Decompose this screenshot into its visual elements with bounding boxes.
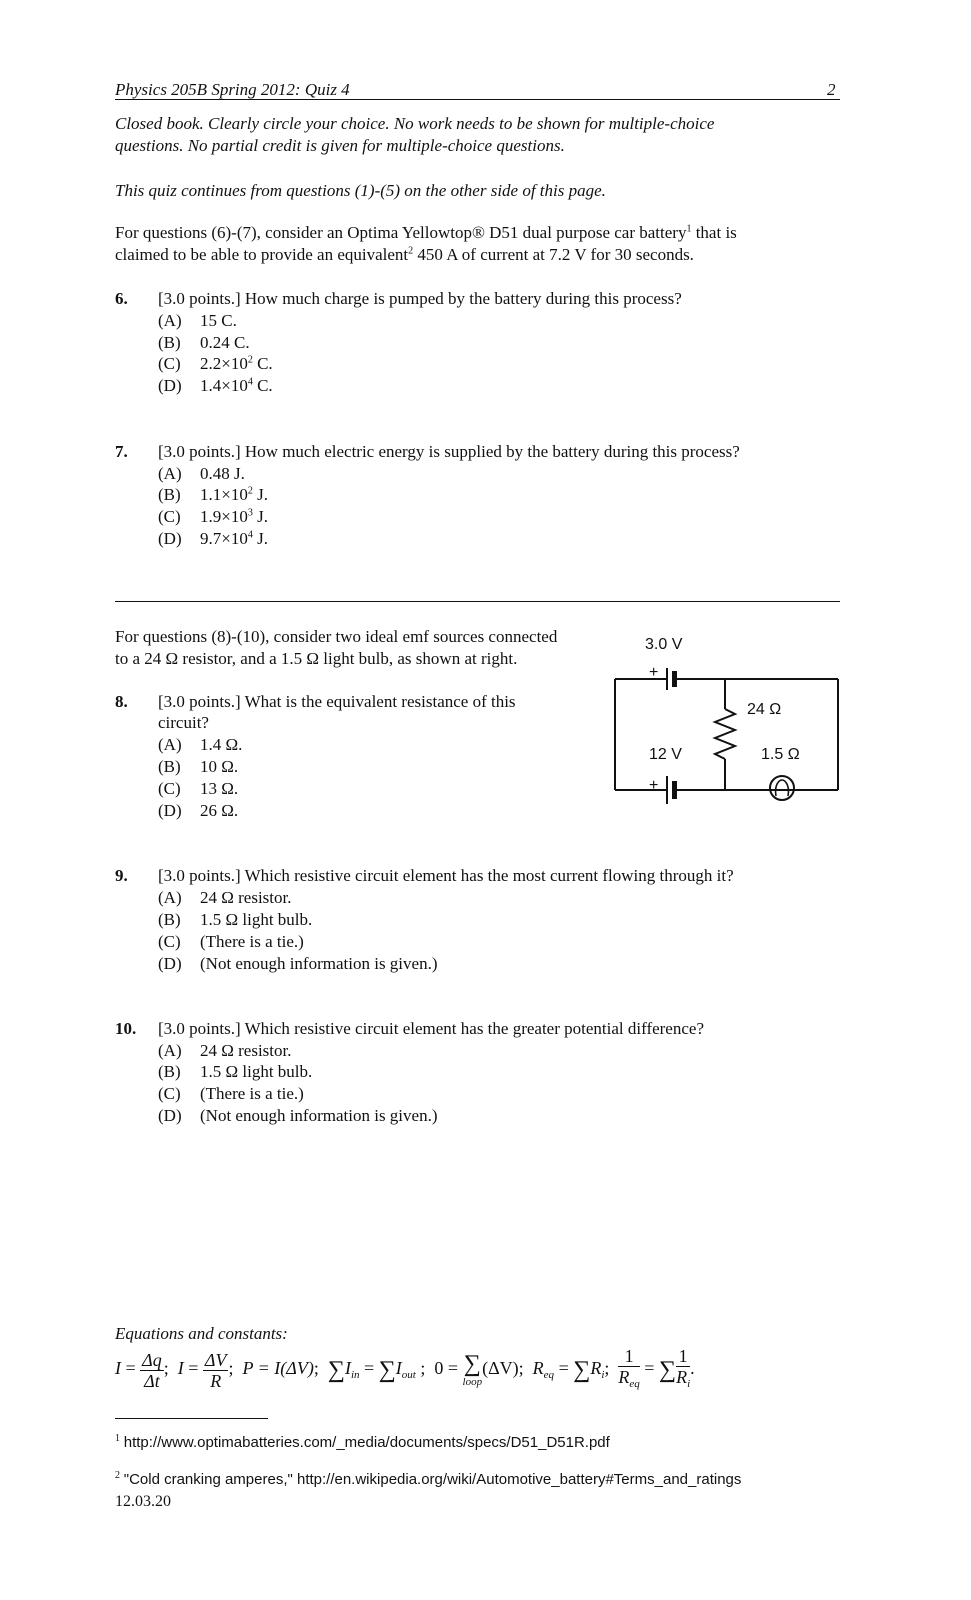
q10-option-a[interactable]: (A) 24 Ω resistor. — [158, 1041, 292, 1060]
eq-parallel-right: $\frac{1}{R_i}$ — [676, 1346, 691, 1390]
q6-text: [3.0 points.] How much charge is pumped by the battery during this process? — [158, 289, 682, 308]
instructions-line-1: Closed book. Clearly circle your choice. No work needs to be shown for multiple-choice — [115, 114, 715, 133]
q9-option-a[interactable]: (A) 24 Ω resistor. — [158, 888, 292, 907]
footnote-1-link[interactable]: http://www.optimabatteries.com/_media/documents/specs/D51_D51R.pdf — [123, 1434, 610, 1451]
intro-8-10-line-1: For questions (8)-(10), consider two ideal emf sources connected — [115, 627, 558, 646]
q7-number: 7. — [115, 442, 128, 461]
intro-6-7-line-2: claimed to be able to provide an equivalent$^2$ 450 A of current at 7.2 V for 30 seconds. — [115, 245, 694, 264]
footnote-ref-2: 2 — [408, 245, 414, 257]
resistor-label: 24 Ω — [747, 701, 782, 718]
q9-option-d[interactable]: (D) (Not enough information is given.) — [158, 954, 438, 973]
q6-option-b[interactable]: (B) 0.24 C. — [158, 333, 250, 352]
section-divider — [115, 601, 840, 602]
document-date: 12.03.20 — [115, 1493, 171, 1510]
circuit-diagram — [605, 625, 845, 815]
equations-row: I = $\frac{\Delta q}{\Delta t}$ ; I = $\frac{\Delta V}{R}$ ; P = I(ΔV); $\sum I_{in} = \sum I_{out}$ ; 0 = ∑ loop (ΔV); $R_{eq} = \sum R_i$; $\frac{1}{R_{eq}}$ = ∑ $\frac{1}{R_i}$ . — [115, 1346, 695, 1394]
q9-text: [3.0 points.] Which resistive circuit element has the most current flowing through it? — [158, 866, 734, 885]
q8-option-a[interactable]: (A) 1.4 Ω. — [158, 735, 243, 754]
q7-option-c[interactable]: (C) $1.9\times 10^3$ J. — [158, 507, 268, 526]
footnote-1: $^1$ http://www.optimabatteries.com/_media/documents/specs/D51_D51R.pdf — [115, 1433, 610, 1451]
footnote-rule — [115, 1418, 268, 1419]
battery-bottom-symbol — [667, 776, 677, 804]
eq-ohms-law: $\frac{\Delta V}{R}$ — [204, 1349, 227, 1391]
page-header-title: Physics 205B Spring 2012: Quiz 4 — [115, 80, 350, 99]
eq-current-rate: $\frac{\Delta q}{\Delta t}$ — [142, 1349, 162, 1391]
q9-option-b[interactable]: (B) 1.5 Ω light bulb. — [158, 910, 313, 929]
q8-number: 8. — [115, 692, 128, 711]
q8-text-line-1: [3.0 points.] What is the equivalent resistance of this — [158, 692, 516, 711]
q10-option-d[interactable]: (D) (Not enough information is given.) — [158, 1106, 438, 1125]
q10-text: [3.0 points.] Which resistive circuit element has the greater potential difference? — [158, 1019, 704, 1038]
footnote-2: $^2$ "Cold cranking amperes," http://en.wikipedia.org/wiki/Automotive_battery#Terms_and_ratings — [115, 1470, 742, 1488]
q7-option-a[interactable]: (A) 0.48 J. — [158, 464, 245, 483]
header-rule — [115, 99, 840, 100]
intro-8-10-line-2: to a 24 Ω resistor, and a 1.5 Ω light bulb, as shown at right. — [115, 649, 518, 668]
source-bottom-label: 12 V — [649, 746, 682, 763]
q6-option-c[interactable]: (C) $2.2\times 10^2$ C. — [158, 354, 273, 373]
source-bottom-plus: + — [649, 777, 659, 794]
q6-option-a[interactable]: (A) 15 C. — [158, 311, 237, 330]
q10-option-c[interactable]: (C) (There is a tie.) — [158, 1084, 304, 1103]
intro-6-7-line-1: For questions (6)-(7), consider an Optima Yellowtop® D51 dual purpose car battery$^1$ that is — [115, 223, 737, 242]
bulb-label: 1.5 Ω — [761, 746, 800, 763]
q8-option-b[interactable]: (B) 10 Ω. — [158, 757, 239, 776]
q7-option-b[interactable]: (B) $1.1\times 10^2$ J. — [158, 485, 268, 504]
q9-number: 9. — [115, 866, 128, 885]
q7-option-d[interactable]: (D) $9.7\times 10^4$ J. — [158, 529, 268, 548]
source-top-plus: + — [649, 664, 659, 681]
footnote-ref-1: 1 — [686, 223, 692, 235]
instructions-line-3: This quiz continues from questions (1)-(5) on the other side of this page. — [115, 181, 606, 200]
q9-option-c[interactable]: (C) (There is a tie.) — [158, 932, 304, 951]
q7-text: [3.0 points.] How much electric energy is supplied by the battery during this process? — [158, 442, 740, 461]
q10-number: 10. — [115, 1019, 137, 1038]
instructions-line-2: questions. No partial credit is given for multiple-choice questions. — [115, 136, 565, 155]
battery-top-symbol — [667, 668, 677, 690]
q8-option-d[interactable]: (D) 26 Ω. — [158, 801, 239, 820]
q8-option-c[interactable]: (C) 13 Ω. — [158, 779, 239, 798]
q10-option-b[interactable]: (B) 1.5 Ω light bulb. — [158, 1062, 313, 1081]
q8-text-line-2: circuit? — [158, 713, 209, 732]
q6-number: 6. — [115, 289, 128, 308]
equations-heading: Equations and constants: — [115, 1324, 288, 1343]
source-top-label: 3.0 V — [645, 636, 683, 653]
q6-option-d[interactable]: (D) $1.4\times 10^4$ C. — [158, 376, 273, 395]
footnote-2-text[interactable]: "Cold cranking amperes," http://en.wikipedia.org/wiki/Automotive_battery#Terms_and_ratings — [123, 1471, 742, 1488]
bulb-filament-icon — [776, 780, 789, 796]
eq-parallel-left: $\frac{1}{R_{eq}}$ — [618, 1346, 640, 1390]
page-number: 2 — [827, 80, 836, 99]
